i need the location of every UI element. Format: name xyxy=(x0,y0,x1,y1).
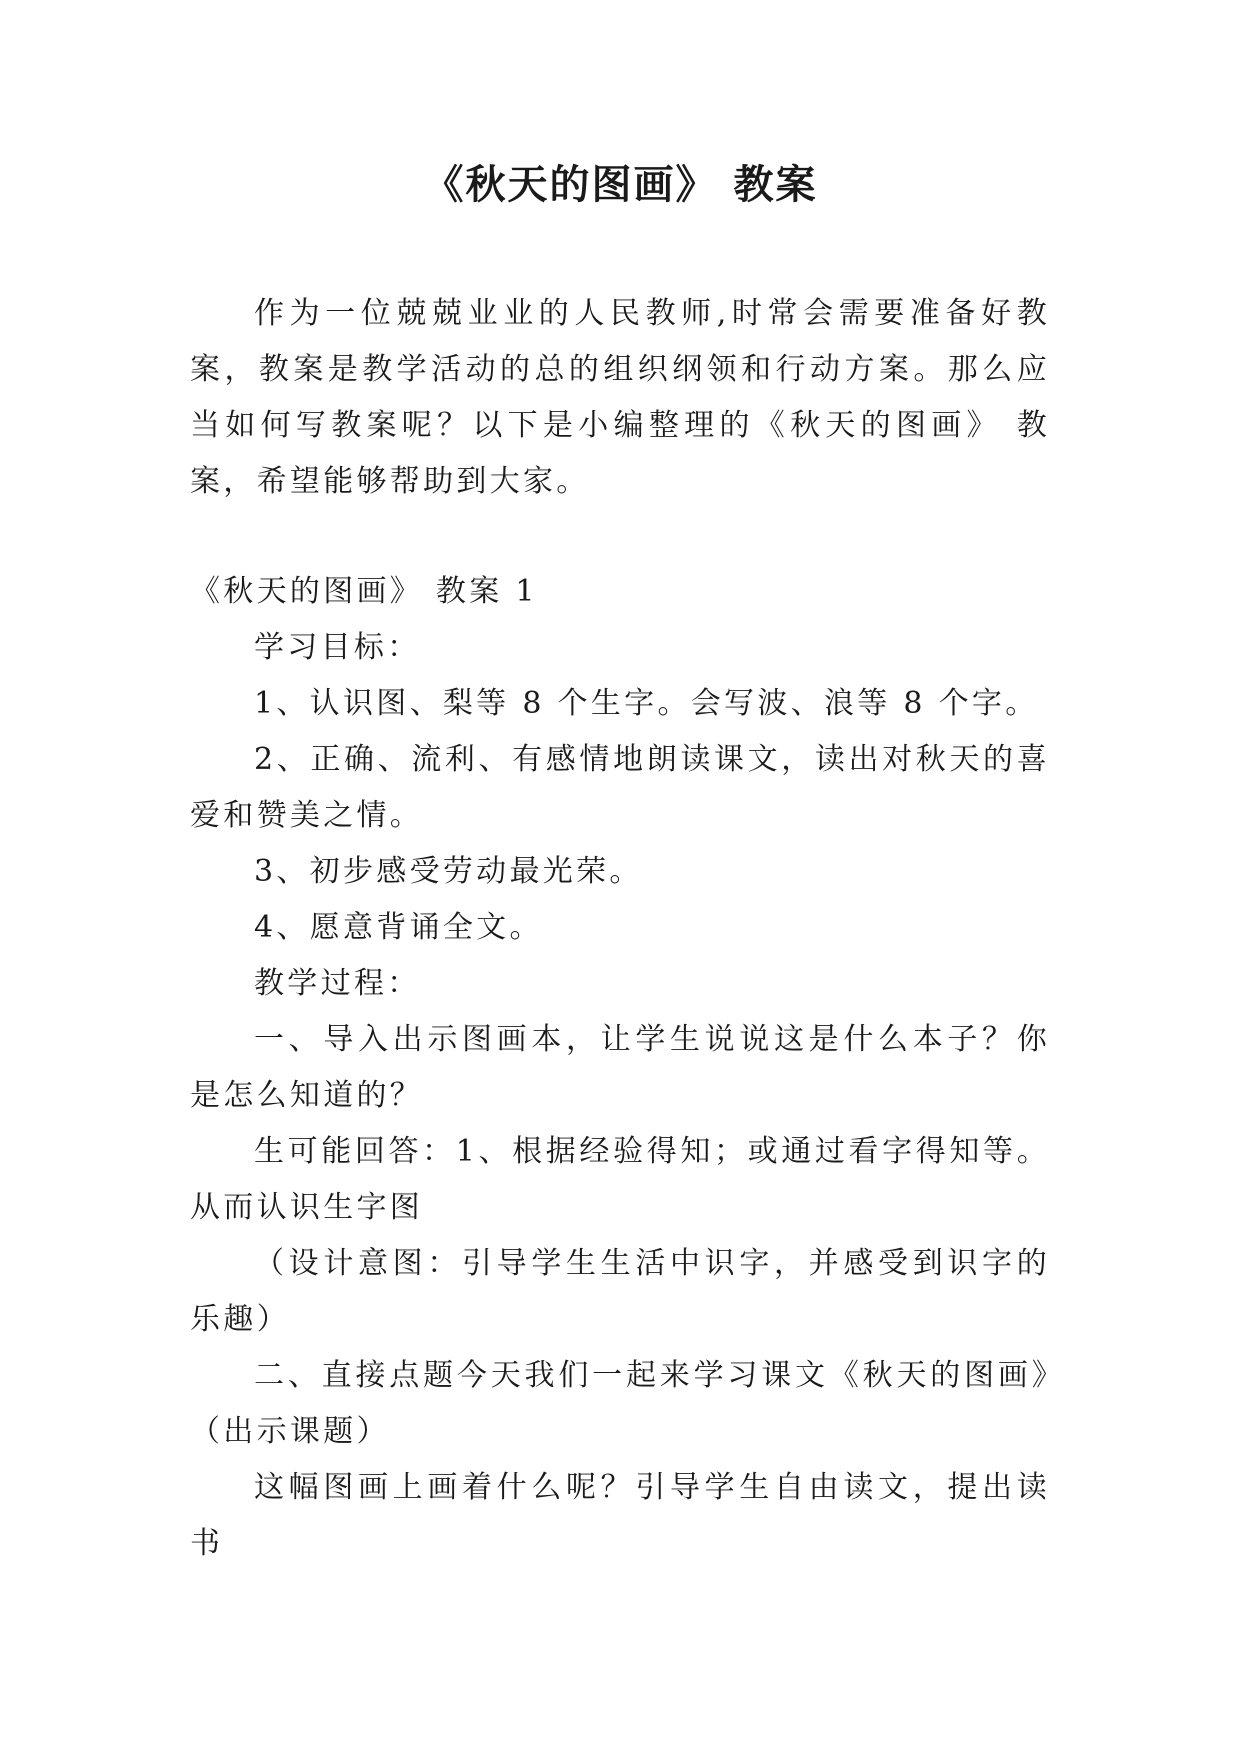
teaching-process-heading: 教学过程： xyxy=(254,966,421,1001)
goal-item-3: 3、初步感受劳动最光荣。 xyxy=(254,854,643,889)
intro-paragraph: 作为一位兢兢业业的人民教师,时常会需要准备好教案，教案是教学活动的总的组织纲领和行动方案。那么应当如何写教案呢？以下是小编整理的《秋天的图画》 教案，希望能够帮助到大家。 xyxy=(190,296,1050,499)
student-answer-paragraph: 生可能回答：1、根据经验得知；或通过看字得知等。从而认识生字图 xyxy=(190,1134,1050,1225)
process-step-2: 二、直接点题今天我们一起来学习课文《秋天的图画》（出示课题） xyxy=(190,1358,1050,1449)
process-step-1: 一、导入出示图画本，让学生说说这是什么本子？你是怎么知道的？ xyxy=(190,1022,1050,1113)
section-heading: 《秋天的图画》 教案 1 xyxy=(190,574,538,609)
goal-item-4: 4、愿意背诵全文。 xyxy=(254,910,543,945)
design-intent-paragraph: （设计意图：引导学生生活中识字，并感受到识字的乐趣） xyxy=(190,1246,1050,1337)
document-title: 《秋天的图画》 教案 xyxy=(423,161,818,208)
learning-goals-heading: 学习目标： xyxy=(254,630,421,665)
goal-item-2: 2、正确、流利、有感情地朗读课文，读出对秋天的喜爱和赞美之情。 xyxy=(190,742,1050,833)
document-body xyxy=(190,286,1050,1572)
goal-item-1: 1、认识图、梨等 8 个生字。会写波、浪等 8 个字。 xyxy=(254,686,1039,721)
reading-guidance-paragraph: 这幅图画上画着什么呢？引导学生自由读文，提出读书 xyxy=(190,1470,1050,1561)
